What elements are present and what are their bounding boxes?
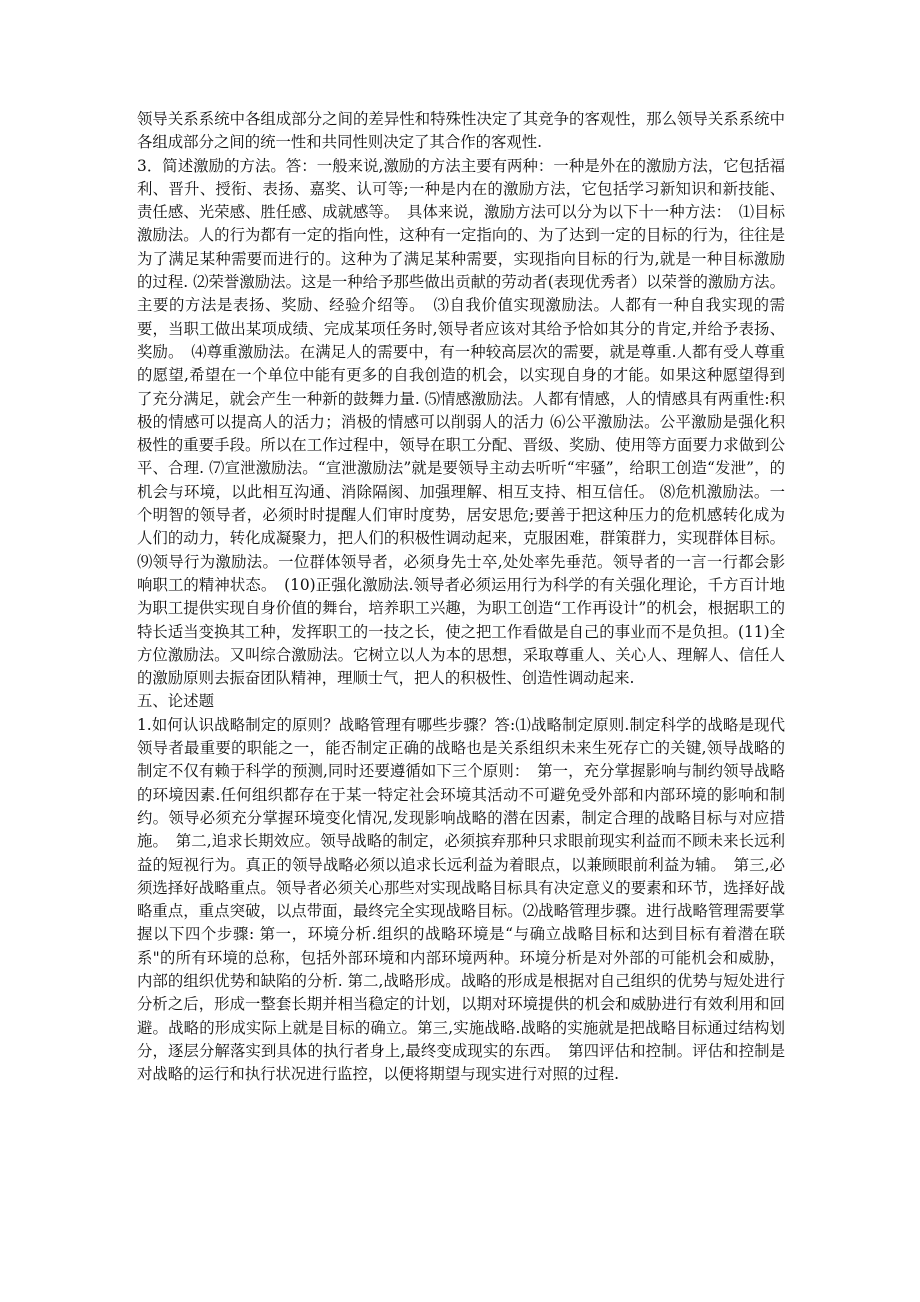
paragraph-strategy-essay: 1.如何认识战略制定的原则？战略管理有哪些步骤？答:⑴战略制定原则.制定科学的战略是现代领导者最重要的职能之一，能否制定正确的战略也是关系组织未来生死存亡的关键,领导战略的制定不仅有赖于科学的预测,同时还要遵循如下三个原则： 第一，充分掌握影响与制约领导战略的环境因素.任何组织都存在于某一特定社会环境其活动不可避免受外部和内部环境的影响和制约。领导必须充分掌握环境变化情况,发现影响战略的潜在因素，制定合理的战略目标与对应措施。 第二,追求长期效应。领导战略的制定，必须摈弃那种只求眼前现实利益而不顾未来长远利益的短视行为。真正的领导战略必须以追求长远利益为着眼点，以兼顾眼前利益为辅。 第三,必须选择好战略重点。领导者必须关心那些对实现战略目标具有决定意义的要素和环节，选择好战略重点，重点突破，以点带面，最终完全实现战略目标。⑵战略管理步骤。进行战略管理需要掌握以下四个步骤: 第一，环境分析.组织的战略环境是“与确立战略目标和达到目标有着潜在联系"的所有环境的总称，包括外部环境和内部环境两种。环境分析是对外部的可能机会和威胁，内部的组织优势和缺陷的分析. 第二,战略形成。战略的形成是根据对自己组织的优势与短处进行分析之后，形成一整套长期并相当稳定的计划，以期对环境提供的机会和威胁进行有效利用和回避。战略的形成实际上就是目标的确立。第三,实施战略.战略的实施就是把战略目标通过结构划分，逐层分解落实到具体的执行者身上,最终变成现实的东西。 第四评估和控制。评估和控制是对战略的运行和执行状况进行监控，以便将期望与现实进行对照的过程. [137,715,785,1084]
paragraph-incentive-methods: 3．简述激励的方法。答：一般来说,激励的方法主要有两种：一种是外在的激励方法，它包括福利、晋升、授衔、表扬、嘉奖、认可等;一种是内在的激励方法，它包括学习新知识和新技能、责任感、光荣感、胜任感、成就感等。 具体来说，激励方法可以分为以下十一种方法： ⑴目标激励法。人的行为都有一定的指向性，这种有一定指向的、为了达到一定的目标的行为，往往是为了满足某种需要而进行的。这种为了满足某种需要，实现指向目标的行为,就是一种目标激励的过程. ⑵荣誉激励法。这是一种给予那些做出贡献的劳动者(表现优秀者）以荣誉的激励方法。主要的方法是表扬、奖励、经验介绍等。 ⑶自我价值实现激励法。人都有一种自我实现的需要，当职工做出某项成绩、完成某项任务时,领导者应该对其给予恰如其分的肯定,并给予表扬、奖励。 ⑷尊重激励法。在满足人的需要中，有一种较高层次的需要，就是尊重.人都有受人尊重的愿望,希望在一个单位中能有更多的自我创造的机会，以实现自身的才能。如果这种愿望得到了充分满足，就会产生一种新的鼓舞力量. ⑸情感激励法。人都有情感，人的情感具有两重性:积极的情感可以提高人的活力；消极的情感可以削弱人的活力 ⑹公平激励法。公平激励是强化积极性的重要手段。所以在工作过程中，领导在职工分配、晋级、奖励、使用等方面要力求做到公平、合理. ⑺宣泄激励法。“宣泄激励法”就是要领导主动去听听“牢骚”，给职工创造“发泄”，的机会与环境，以此相互沟通、消除隔阂、加强理解、相互支持、相互信任。 ⑻危机激励法。一个明智的领导者，必须时时提醒人们审时度势，居安思危;要善于把这种压力的危机感转化成为人们的动力，转化成凝聚力，把人们的积极性调动起来，克服困难，群策群力，实现群体目标。 ⑼领导行为激励法。一位群体领导者，必须身先士卒,处处率先垂范。领导者的一言一行都会影响职工的精神状态。 (10)正强化激励法.领导者必须运用行为科学的有关强化理论，千方百计地为职工提供实现自身价值的舞台，培养职工兴趣，为职工创造“工作再设计”的机会，根据职工的特长适当变换其工种，发挥职工的一技之长，使之把工作看做是自己的事业而不是负担。(11)全方位激励法。又叫综合激励法。它树立以人为本的思想，采取尊重人、关心人、理解人、信任人的激励原则去振奋团队精神，理顺士气，把人的积极性、创造性调动起来. [137,156,785,688]
document-page [137,108,785,1086]
paragraph-competition-cooperation: 领导关系系统中各组成部分之间的差异性和特殊性决定了其竞争的客观性，那么领导关系系统中各组成部分之间的统一性和共同性则决定了其合作的客观性. [137,110,785,152]
section-heading: 五、论述题 [137,692,214,711]
